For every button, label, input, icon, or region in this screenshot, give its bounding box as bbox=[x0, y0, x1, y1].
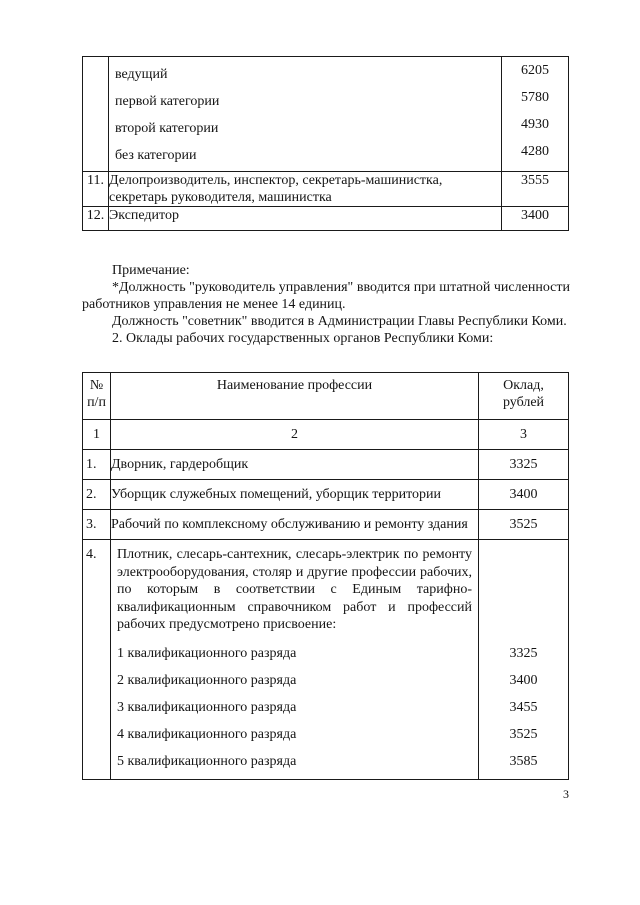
row-number-cell: 4. bbox=[83, 540, 111, 780]
table-row bbox=[83, 510, 569, 540]
category-label: ведущий bbox=[115, 67, 168, 82]
salary-value: 3325 bbox=[509, 645, 538, 661]
positions-table-continued bbox=[82, 56, 569, 231]
column-number: 1 bbox=[83, 420, 111, 450]
table-row bbox=[83, 480, 569, 510]
grade-label: 3 квалификационного разряда bbox=[117, 699, 297, 715]
salary-value: 4280 bbox=[521, 144, 549, 159]
notes-heading: Примечание: bbox=[112, 263, 190, 278]
notes-block bbox=[82, 262, 570, 347]
page-number: 3 bbox=[563, 787, 569, 801]
table-row bbox=[83, 207, 569, 231]
header-number: № п/п bbox=[83, 373, 111, 420]
table-row bbox=[83, 172, 569, 207]
row-number-cell: 2. bbox=[83, 480, 111, 510]
grade-label: 2 квалификационного разряда bbox=[117, 672, 297, 688]
header-profession: Наименование профессии bbox=[111, 373, 479, 420]
salary-value: 3525 bbox=[479, 510, 569, 540]
section-2-heading: 2. Оклады рабочих государственных органов Республики Коми: bbox=[112, 331, 494, 346]
salary-list-cell bbox=[479, 540, 569, 780]
table-header-row bbox=[83, 373, 569, 420]
category-label: первой категории bbox=[115, 94, 220, 109]
row-number-cell: 3. bbox=[83, 510, 111, 540]
salary-value: 4930 bbox=[521, 117, 549, 132]
note-staff-count: *Должность "руководитель управления" вводится при штатной численности работников управления не менее 14 единиц. bbox=[82, 280, 570, 312]
salary-value: 3325 bbox=[479, 450, 569, 480]
salary-value: 6205 bbox=[521, 63, 549, 78]
row-number-cell bbox=[83, 57, 109, 172]
header-salary: Оклад, рублей bbox=[479, 373, 569, 420]
salary-value: 3400 bbox=[509, 672, 538, 688]
profession-description: Плотник, слесарь-сантехник, слесарь-электрик по ремонту электрооборудования, столяр и другие профессии рабочих, по которым в соответствии с Единым тарифно-квалификационным справочником работ и профессий рабочих предусмотрено присвоение: bbox=[117, 547, 472, 632]
salary-value: 3455 bbox=[509, 699, 538, 715]
grade-label: 5 квалификационного разряда bbox=[117, 753, 297, 769]
grade-label: 1 квалификационного разряда bbox=[117, 645, 297, 661]
salary-list-cell bbox=[502, 57, 569, 172]
category-label: второй категории bbox=[115, 121, 219, 136]
salary-value: 3525 bbox=[509, 726, 538, 742]
grade-label: 4 квалификационного разряда bbox=[117, 726, 297, 742]
column-number-row bbox=[83, 420, 569, 450]
row-number-cell: 12. bbox=[83, 207, 109, 231]
salary-value: 3400 bbox=[502, 207, 569, 231]
salary-value: 3555 bbox=[502, 172, 569, 207]
position-title-cell: Экспедитор bbox=[109, 207, 502, 231]
table-row bbox=[83, 540, 569, 780]
row-number-cell: 11. bbox=[83, 172, 109, 207]
table-row bbox=[83, 57, 569, 172]
table-row bbox=[83, 450, 569, 480]
profession-title-cell: Уборщик служебных помещений, уборщик территории bbox=[111, 480, 479, 510]
profession-title-cell: Рабочий по комплексному обслуживанию и ремонту здания bbox=[111, 510, 479, 540]
profession-title-cell bbox=[111, 540, 479, 780]
workers-salary-table bbox=[82, 372, 569, 780]
row-number-cell: 1. bbox=[83, 450, 111, 480]
salary-value: 3585 bbox=[509, 753, 538, 769]
column-number: 2 bbox=[111, 420, 479, 450]
profession-title-cell: Дворник, гардеробщик bbox=[111, 450, 479, 480]
salary-value: 3400 bbox=[479, 480, 569, 510]
column-number: 3 bbox=[479, 420, 569, 450]
position-title-cell: Делопроизводитель, инспектор, секретарь-машинистка, секретарь руководителя, машинистка bbox=[109, 172, 502, 207]
category-label: без категории bbox=[115, 148, 197, 163]
salary-value: 5780 bbox=[521, 90, 549, 105]
note-advisor: Должность "советник" вводится в Администрации Главы Республики Коми. bbox=[112, 314, 567, 329]
category-list-cell bbox=[109, 57, 502, 172]
